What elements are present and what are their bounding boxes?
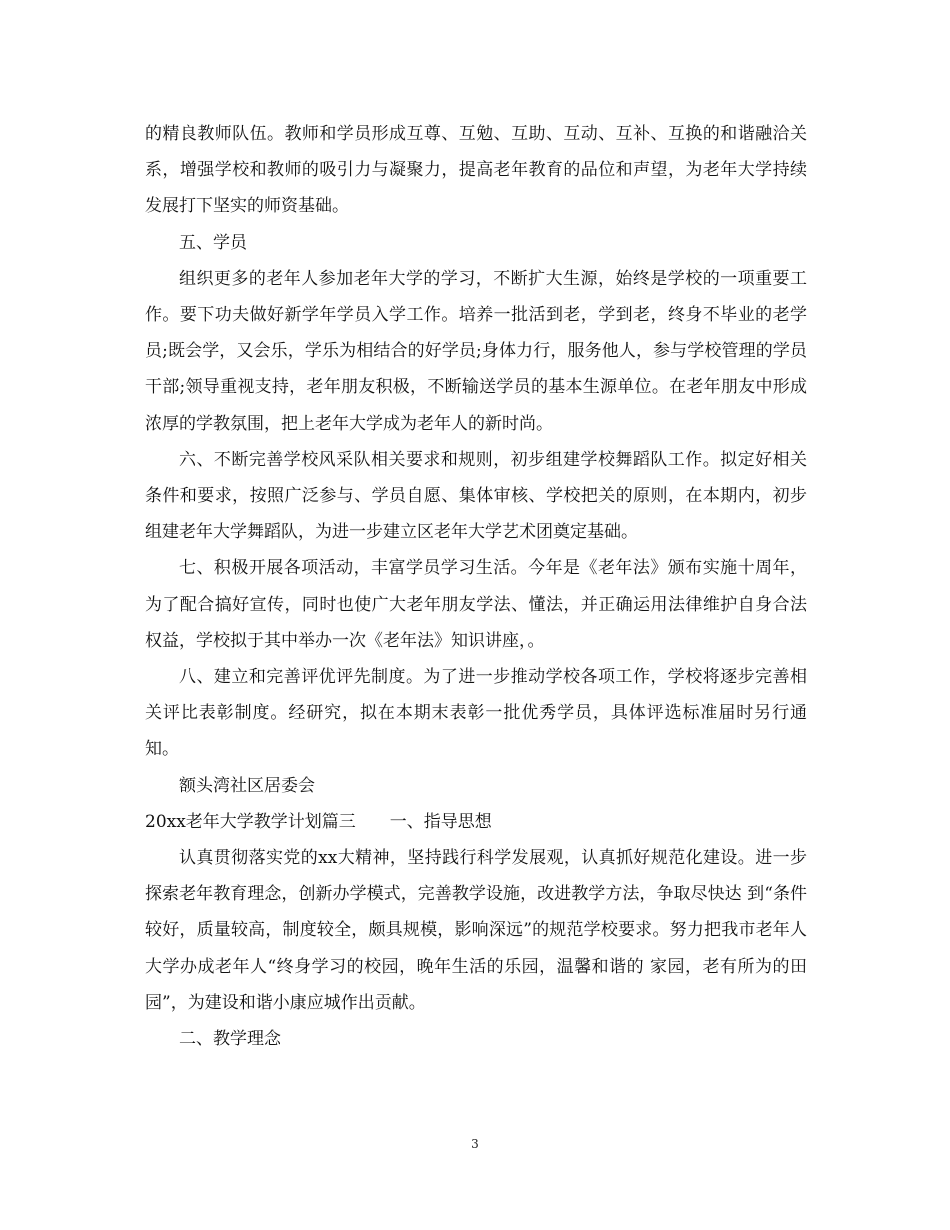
paragraph-students: 组织更多的老年人参加老年大学的学习，不断扩大生源，始终是学校的一项重要工作。要下功夫做好新学年学员入学工作。培养一批活到老，学到老，终身不毕业的老学员;既会学，又会乐，学乐为相结合的好学员;身体力行，服务他人，参与学校管理的学员干部;领导重视支持，老年朋友积极，不断输送学员的基本生源单位。在老年朋友中形成浓厚的学教氛围，把上老年大学成为老年人的新时尚。 (145, 268, 807, 434)
heading-teaching-philosophy: 二、教学理念 (179, 1029, 281, 1050)
paragraph-section-eight: 八、建立和完善评优评先制度。为了进一步推动学校各项工作，学校将逐步完善相关评比表彰制度。经研究，拟在本期末表彰一批优秀学员，具体评选标准届时另行通知。 (145, 667, 807, 760)
document-body (145, 116, 807, 1057)
signature-committee: 额头湾社区居委会 (179, 775, 315, 796)
heading-plan-three: 20xx老年大学教学计划篇三 一、指导思想 (145, 811, 492, 832)
heading-section-five: 五、学员 (179, 232, 247, 253)
paragraph-section-six: 六、不断完善学校风采队相关要求和规则，初步组建学校舞蹈队工作。拟定好相关条件和要求，按照广泛参与、学员自愿、集体审核、学校把关的原则，在本期内，初步组建老年大学舞蹈队，为进一步建立区老年大学艺术团奠定基础。 (145, 449, 807, 543)
paragraph-guiding-thought: 认真贯彻落实党的xx大精神，坚持践行科学发展观，认真抓好规范化建设。进一步探索老年教育理念，创新办学模式，完善教学设施，改进教学方法，争取尽快达 到“条件较好，质量较高，制度较全，颇具规模，影响深远”的规范学校要求。努力把我市老年人大学办成老年人“终身学习的校园，晚年生活的乐园，温馨和谐的 家园，老有所为的田园”，为建设和谐小康应城作出贡献。 (145, 848, 807, 1013)
paragraph-section-seven: 七、积极开展各项活动，丰富学员学习生活。今年是《老年法》颁布实施十周年，为了配合搞好宣传，同时也使广大老年朋友学法、懂法，并正确运用法律维护自身合法权益，学校拟于其中举办一次《老年法》知识讲座，。 (145, 558, 807, 651)
page-number: 3 (471, 1137, 479, 1151)
paragraph-faculty-closing: 的精良教师队伍。教师和学员形成互尊、互勉、互助、互动、互补、互换的和谐融洽关系，增强学校和教师的吸引力与凝聚力，提高老年教育的品位和声望，为老年大学持续发展打下坚实的师资基础。 (145, 124, 807, 217)
